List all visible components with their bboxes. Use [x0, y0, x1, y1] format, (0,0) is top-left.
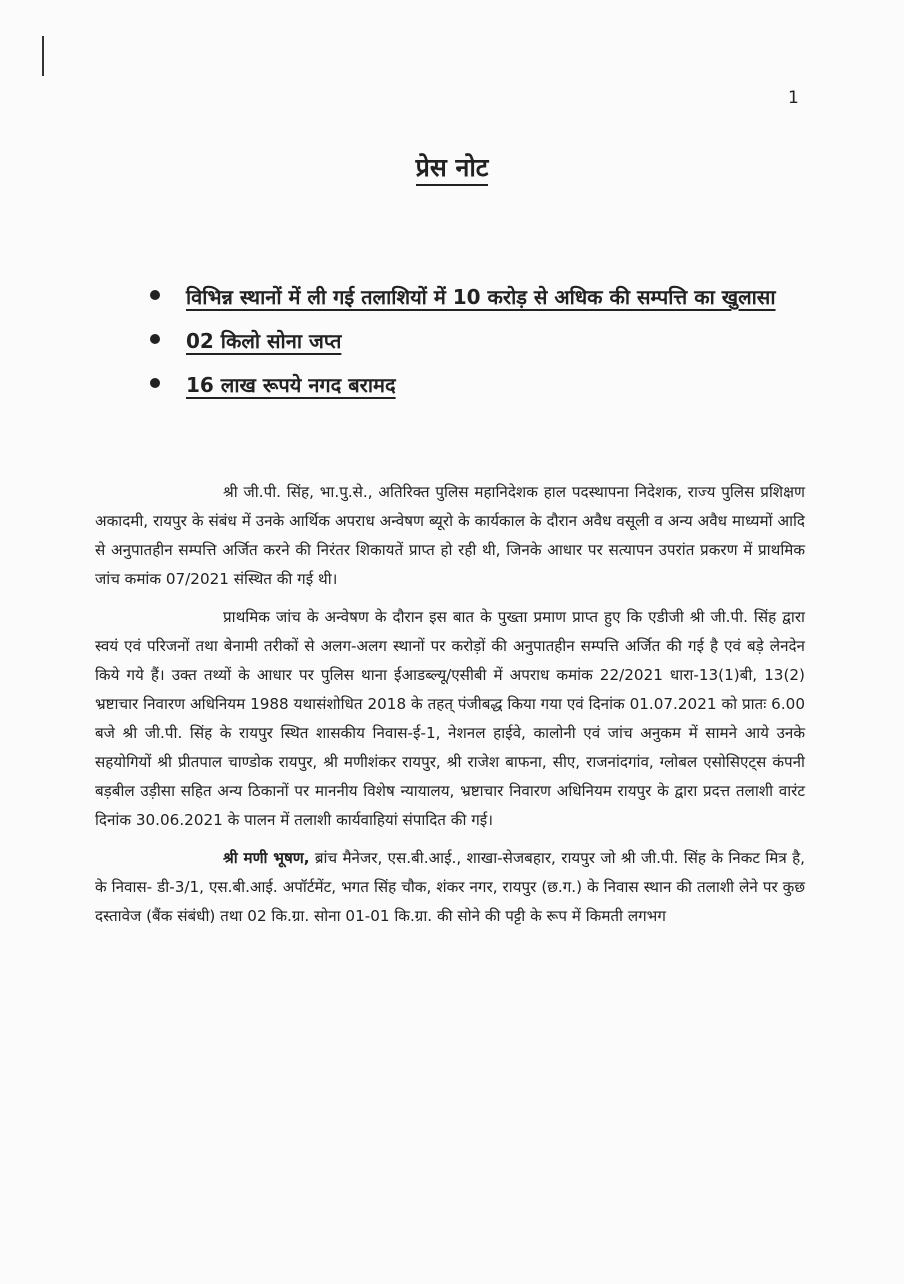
bullet-icon: [150, 378, 160, 388]
highlight-item: [150, 276, 790, 318]
highlight-item: [150, 320, 790, 362]
page-title: [0, 150, 904, 184]
highlights-list: [150, 276, 790, 406]
edge-mark: [42, 36, 44, 76]
paragraph-1: श्री जी.पी. सिंह, भा.पु.से., अतिरिक्त पुलिस महानिदेशक हाल पदस्थापना निदेशक, राज्य पुलिस प्रशिक्षण अकादमी, रायपुर के संबंध में उनके आर्थिक अपराध अन्वेषण ब्यूरो के कार्यकाल के दौरान अवैध वसूली व अन्य अवैध माध्यमों आदि से अनुपातहीन सम्पत्ति अर्जित करने की निरंतर शिकायतें प्राप्त हो रही थी, जिनके आधार पर सत्यापन उपरांत प्रकरण में प्राथमिक जांच कमांक 07/2021 संस्थित की गई थी।: [95, 483, 805, 588]
highlight-item: [150, 364, 790, 406]
page-title-text: प्रेस नोट: [416, 153, 489, 186]
paragraph-3-text: ब्रांच मैनेजर, एस.बी.आई., शाखा-सेजबहार, रायपुर जो श्री जी.पी. सिंह के निकट मित्र है, के निवास- डी-3/1, एस.बी.आई. अपॉर्टमेंट, भगत सिंह चौक, शंकर नगर, रायपुर (छ.ग.) के निवास स्थान की तलाशी लेने पर कुछ दस्तावेज (बैंक संबंधी) तथा 02 कि.ग्रा. सोना 01-01 कि.ग्रा. की सोने की पट्टी के रूप में किमती लगभग: [95, 849, 806, 925]
bullet-icon: [150, 334, 160, 344]
paragraph-2: प्राथमिक जांच के अन्वेषण के दौरान इस बात के पुख्ता प्रमाण प्राप्त हुए कि एडीजी श्री जी.पी. सिंह द्वारा स्वयं एवं परिजनों तथा बेनामी तरीकों से अलग-अलग स्थानों पर करोड़ों की अनुपातहीन सम्पत्ति अर्जित की गई है एवं बड़े लेनदेन किये गये हैं। उक्त तथ्यों के आधार पर पुलिस थाना ईआडब्ल्यू/एसीबी में अपराध कमांक 22/2021 धारा-13(1)बी, 13(2) भ्रष्टाचार निवारण अधिनियम 1988 यथासंशोधित 2018 के तहत् पंजीबद्ध किया गया एवं दिनांक 01.07.2021 को प्रातः 6.00 बजे श्री जी.पी. सिंह के रायपुर स्थित शासकीय निवास-ई-1, नेशनल हाईवे, कालोनी एवं जांच अनुकम में सामने आये उनके सहयोगियों श्री प्रीतपाल चाण्डोक रायपुर, श्री मणीशंकर रायपुर, श्री राजेश बाफना, सीए, राजनांदगांव, ग्लोबल एसोसिएट्स कंपनी बड़बील उड़ीसा सहित अन्य ठिकानों पर माननीय विशेष न्यायालय, भ्रष्टाचार निवारण अधिनियम रायपुर के द्वारा प्रदत्त तलाशी वारंट दिनांक 30.06.2021 के पालन में तलाशी कार्यवाहियां संपादित की गई।: [95, 608, 805, 829]
highlight-text: विभिन्न स्थानों में ली गई तलाशियों में 10 करोड़ से अधिक की सम्पत्ति का खुलासा: [186, 285, 776, 309]
page-number: 1: [788, 88, 799, 108]
highlight-text: 16 लाख रूपये नगद बरामद: [186, 373, 396, 397]
paragraph-3-lead: श्री मणी भूषण,: [223, 849, 310, 867]
paragraph-3: [95, 844, 805, 931]
body-text: [95, 478, 805, 940]
bullet-icon: [150, 290, 160, 300]
highlight-text: 02 किलो सोना जप्त: [186, 329, 342, 353]
